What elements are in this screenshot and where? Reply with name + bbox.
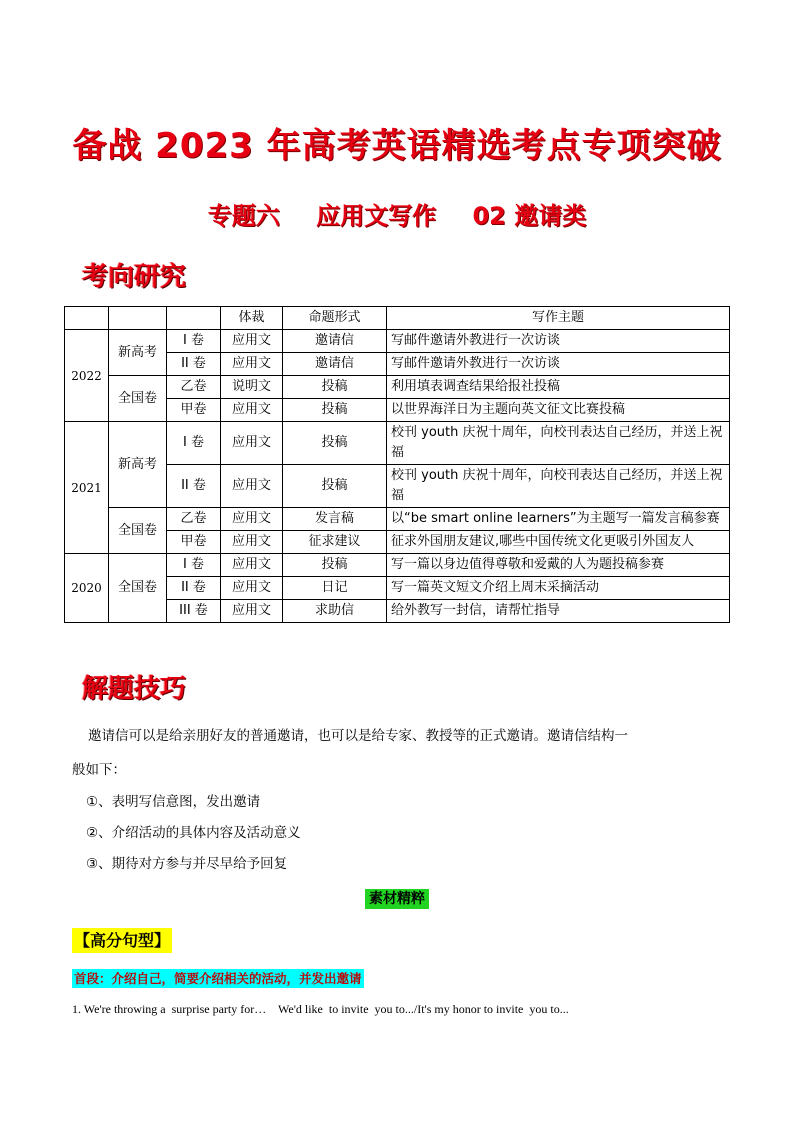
sub-title-type: 02 邀请类: [472, 202, 587, 230]
sub-title: [0, 196, 794, 231]
table-row: 全国卷 乙卷 说明文 投稿 利用填表调查结果给报社投稿: [65, 376, 730, 399]
materials-badge: 素材精粹: [365, 889, 429, 909]
header-genre: 体裁: [221, 307, 283, 330]
research-heading: 考向研究: [82, 262, 187, 292]
high-score-label: 【高分句型】: [72, 928, 172, 953]
exam-type-cell: 全国卷: [109, 554, 167, 623]
exam-type-cell: 全国卷: [109, 508, 167, 554]
table-row: II 卷 应用文 投稿 校刊 youth 庆祝十周年，向校刊表达自己经历，并送上祝福: [65, 465, 730, 508]
table-row: 全国卷 乙卷 应用文 发言稿 以“be smart online learners”为主题写一篇发言稿参赛: [65, 508, 730, 531]
exam-table: [64, 306, 730, 623]
table-header-row: [65, 307, 730, 330]
header-topic: 写作主题: [387, 307, 730, 330]
exam-type-cell: 全国卷: [109, 376, 167, 422]
intro-line-1: 邀请信可以是给亲朋好友的普通邀请，也可以是给专家、教授等的正式邀请。邀请信结构一: [88, 728, 628, 744]
first-paragraph-label: 首段：介绍自己，简要介绍相关的活动，并发出邀请: [74, 971, 362, 986]
table-row: 2022 新高考 I 卷 应用文 邀请信 写邮件邀请外教进行一次访谈: [65, 330, 730, 353]
tips-heading: 解题技巧: [82, 674, 187, 704]
table-row: 甲卷 应用文 投稿 以世界海洋日为主题向英文征文比赛投稿: [65, 399, 730, 422]
step-item: ③、期待对方参与并尽早给予回复: [86, 856, 288, 872]
sub-title-topic: 专题六: [207, 202, 280, 230]
year-cell: 2020: [65, 554, 109, 623]
year-cell: 2021: [65, 422, 109, 554]
step-item: ②、介绍活动的具体内容及活动意义: [86, 825, 301, 841]
year-cell: 2022: [65, 330, 109, 422]
sentence-pattern: 1. We're throwing a surprise party for… We'd like to invite you to.../It's my honor to invite you to...: [72, 1002, 569, 1016]
table-row: 2020 全国卷 I 卷 应用文 投稿 写一篇以身边值得尊敬和爱戴的人为题投稿参赛: [65, 554, 730, 577]
intro-line-2: 般如下：: [72, 762, 126, 778]
header-format: 命题形式: [283, 307, 387, 330]
table-row: 2021 新高考 I 卷 应用文 投稿 校刊 youth 庆祝十周年，向校刊表达自己经历，并送上祝福: [65, 422, 730, 465]
exam-type-cell: 新高考: [109, 422, 167, 508]
table-row: II 卷 应用文 日记 写一篇英文短文介绍上周末采摘活动: [65, 577, 730, 600]
exam-type-cell: 新高考: [109, 330, 167, 376]
table-row: II 卷 应用文 邀请信 写邮件邀请外教进行一次访谈: [65, 353, 730, 376]
step-item: ①、表明写信意图，发出邀请: [86, 794, 261, 810]
table-row: III 卷 应用文 求助信 给外教写一封信，请帮忙指导: [65, 600, 730, 623]
main-title: 备战 2023 年高考英语精选考点专项突破: [72, 126, 722, 166]
sub-title-category: 应用文写作: [316, 202, 437, 230]
table-row: 甲卷 应用文 征求建议 征求外国朋友建议,哪些中国传统文化更吸引外国友人: [65, 531, 730, 554]
